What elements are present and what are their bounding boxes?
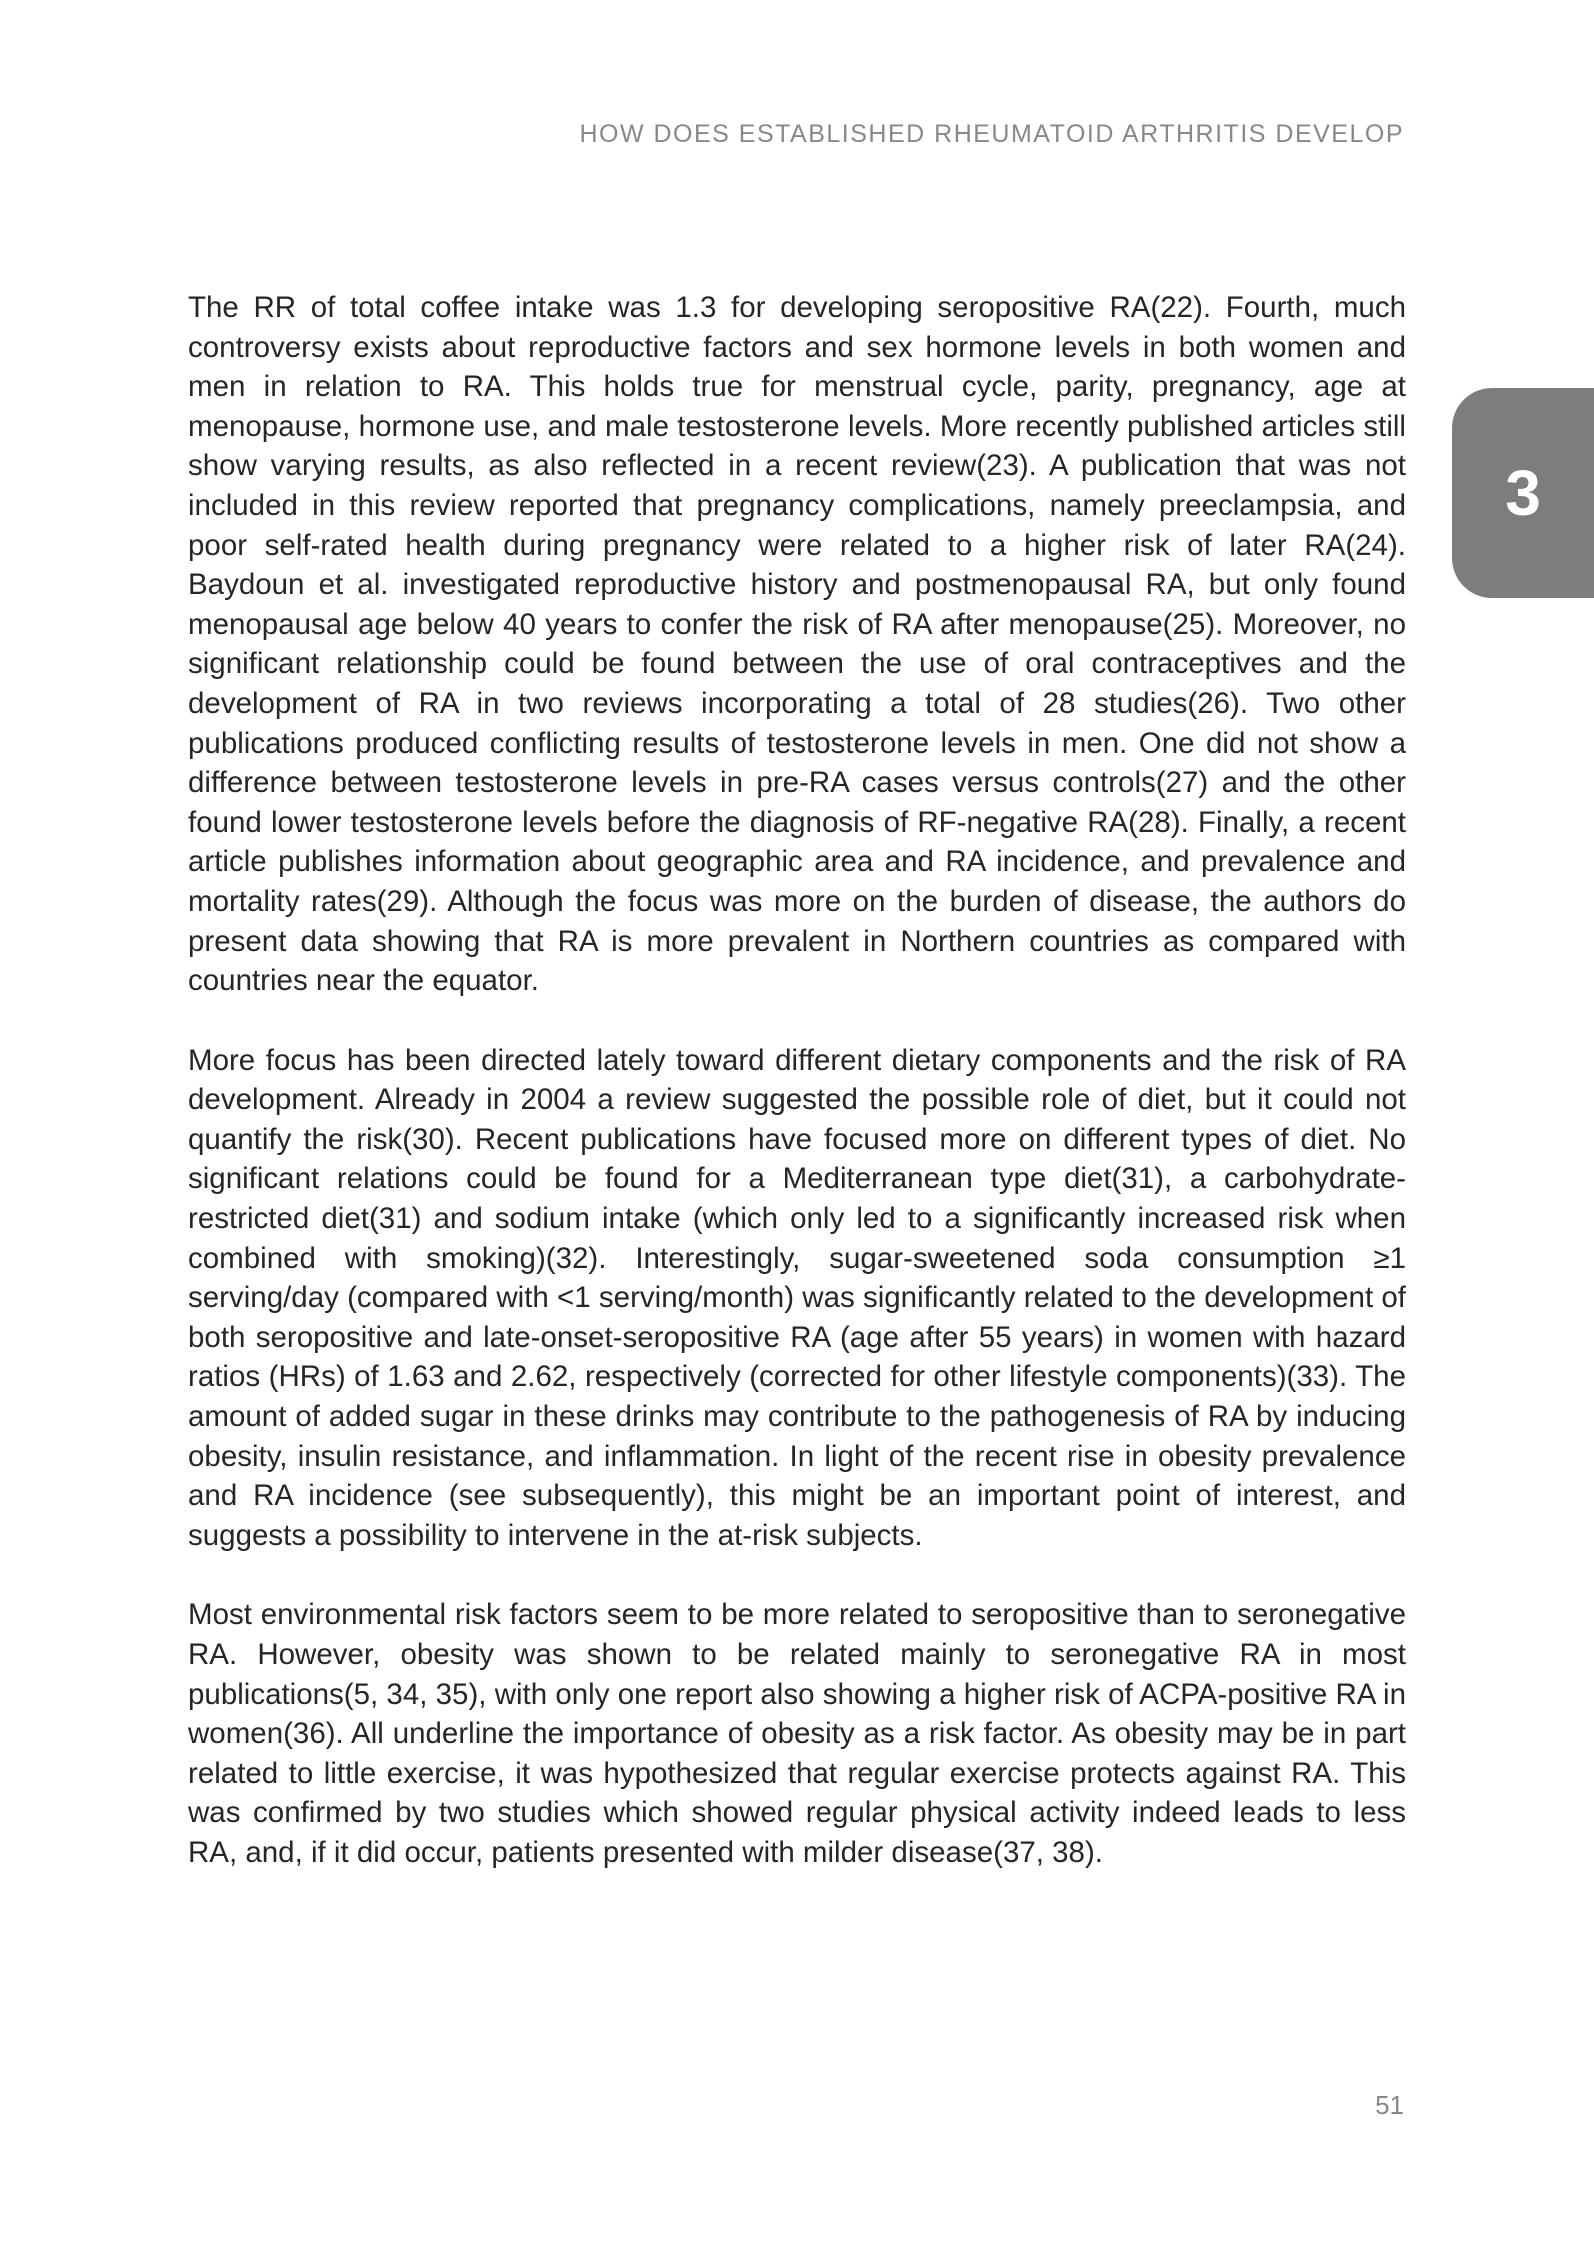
paragraph: The RR of total coffee intake was 1.3 for developing seropositive RA(22). Fourth, much controversy exists about reproductive factors and sex hormone levels in both women and men in relation to RA. This holds true for menstrual cycle, parity, pregnancy, age at menopause, hormone use, and male testosterone levels. More recently published articles still show varying results, as also reflected in a recent review(23). A publication that was not included in this review reported that pregnancy complications, namely preeclampsia, and poor self-rated health during pregnancy were related to a higher risk of later RA(24). Baydoun et al. investigated reproductive history and postmenopausal RA, but only found menopausal age below 40 years to confer the risk of RA after menopause(25). Moreover, no significant relationship could be found between the use of oral contraceptives and the development of RA in two reviews incorporating a total of 28 studies(26). Two other publications produced conflicting results of testosterone levels in men. One did not show a difference between testosterone levels in pre-RA cases versus controls(27) and the other found lower testosterone levels before the diagnosis of RF-negative RA(28). Finally, a recent article publishes information about geographic area and RA incidence, and prevalence and mortality rates(29). Although the focus was more on the burden of disease, the authors do present data showing that RA is more prevalent in Northern countries as compared with countries near the equator. (188, 291, 1406, 998)
running-header: HOW DOES ESTABLISHED RHEUMATOID ARTHRITIS DEVELOP (579, 120, 1404, 148)
body-text (188, 288, 1406, 1913)
chapter-tab (1452, 388, 1594, 598)
chapter-number: 3 (1505, 457, 1541, 529)
paragraph: More focus has been directed lately toward different dietary components and the risk of RA development. Already in 2004 a review suggested the possible role of diet, but it could not quantify the risk(30). Recent publications have focused more on different types of diet. No significant relations could be found for a Mediterranean type diet(31), a carbohydrate-restricted diet(31) and sodium intake (which only led to a significantly increased risk when combined with smoking)(32). Interestingly, sugar-sweetened soda consumption ≥1 serving/day (compared with <1 serving/month) was significantly related to the development of both seropositive and late-onset-seropositive RA (age after 55 years) in women with hazard ratios (HRs) of 1.63 and 2.62, respectively (corrected for other lifestyle components)(33). The amount of added sugar in these drinks may contribute to the pathogenesis of RA by inducing obesity, insulin resistance, and inflammation. In light of the recent rise in obesity prevalence and RA incidence (see subsequently), this might be an important point of interest, and suggests a possibility to intervene in the at-risk subjects. (188, 1043, 1406, 1552)
page-number: 51 (1375, 2090, 1404, 2120)
paragraph: Most environmental risk factors seem to be more related to seropositive than to seronegative RA. However, obesity was shown to be related mainly to seronegative RA in most publications(5, 34, 35), with only one report also showing a higher risk of ACPA-positive RA in women(36). All underline the importance of obesity as a risk factor. As obesity may be in part related to little exercise, it was hypothesized that regular exercise protects against RA. This was confirmed by two studies which showed regular physical activity indeed leads to less RA, and, if it did occur, patients presented with milder disease(37, 38). (188, 1598, 1406, 1869)
